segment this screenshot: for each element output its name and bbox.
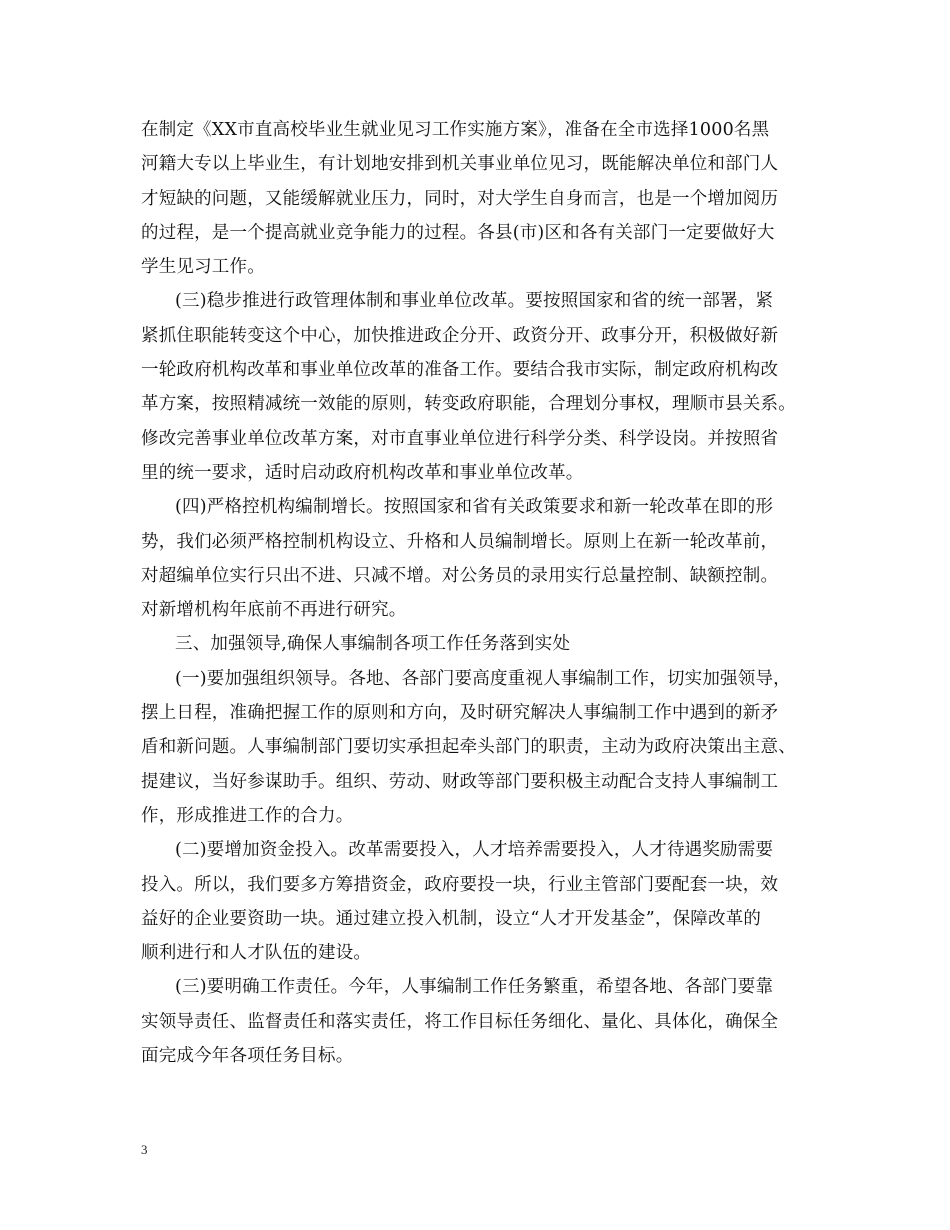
text-line: 作，形成推进工作的合力。 — [141, 805, 354, 826]
text-line: 对新增机构年底前不再进行研究。 — [141, 600, 407, 621]
text-line: 实领导责任、监督责任和落实责任，将工作目标任务细化、量化、具体化，确保全 — [141, 1011, 779, 1032]
document-body — [141, 113, 831, 1073]
text-line: 里的统一要求，适时启动政府机构改革和事业单位改革。 — [141, 462, 584, 483]
text-line: 面完成今年各项任务目标。 — [141, 1046, 354, 1067]
paragraph-start-line: (三)要明确工作责任。今年，人事编制工作任务繁重，希望各地、各部门要靠 — [175, 977, 774, 998]
text-line: 学生见习工作。 — [141, 257, 265, 278]
section-heading: 三、加强领导,确保人事编制各项工作任务落到实处 — [175, 634, 571, 655]
text-line: 紧抓住职能转变这个中心，加快推进政企分开、政资分开、政事分开，积极做好新 — [141, 325, 779, 346]
text-line: 益好的企业要资助一块。通过建立投入机制，设立“人才开发基金”，保障改革的 — [141, 908, 762, 929]
text-line: 提建议，当好参谋助手。组织、劳动、财政等部门要积极主动配合支持人事编制工 — [141, 771, 779, 792]
text-line: 的过程，是一个提高就业竞争能力的过程。各县(市)区和各有关部门一定要做好大 — [141, 222, 775, 243]
text-line: 河籍大专以上毕业生，有计划地安排到机关事业单位见习，既能解决单位和部门人 — [141, 154, 779, 175]
paragraph-start-line: (四)严格控机构编制增长。按照国家和省有关政策要求和新一轮改革在即的形 — [175, 497, 774, 518]
text-line: 革方案，按照精减统一效能的原则，转变政府职能，合理划分事权，理顺市县关系。 — [141, 394, 796, 415]
text-line: 投入。所以，我们要多方筹措资金，政府要投一块，行业主管部门要配套一块，效 — [141, 874, 779, 895]
text-line: 势，我们必须严格控制机构设立、升格和人员编制增长。原则上在新一轮改革前， — [141, 531, 779, 552]
text-line: 修改完善事业单位改革方案，对市直事业单位进行科学分类、科学设岗。并按照省 — [141, 428, 779, 449]
text-line: 盾和新问题。人事编制部门要切实承担起牵头部门的职责，主动为政府决策出主意、 — [141, 737, 796, 758]
text-line: 对超编单位实行只出不进、只减不增。对公务员的录用实行总量控制、缺额控制。 — [141, 565, 779, 586]
text-line: 在制定《XX市直高校毕业生就业见习工作实施方案》，准备在全市选择1000名黑 — [141, 120, 770, 140]
text-line: 才短缺的问题，又能缓解就业压力，同时，对大学生自身而言，也是一个增加阅历 — [141, 188, 779, 209]
paragraph-start-line: (三)稳步推进行政管理体制和事业单位改革。要按照国家和省的统一部署，紧 — [175, 291, 774, 312]
text-line: 摆上日程，准确把握工作的原则和方向，及时研究解决人事编制工作中遇到的新矛 — [141, 703, 779, 724]
paragraph-start-line: (二)要增加资金投入。改革需要投入，人才培养需要投入，人才待遇奖励需要 — [175, 840, 774, 861]
text-line: 一轮政府机构改革和事业单位改革的准备工作。要结合我市实际，制定政府机构改 — [141, 360, 779, 381]
page-number: 3 — [141, 1142, 148, 1157]
text-line: 顺利进行和人才队伍的建设。 — [141, 943, 372, 964]
paragraph-start-line: (一)要加强组织领导。各地、各部门要高度重视人事编制工作，切实加强领导， — [175, 668, 791, 689]
